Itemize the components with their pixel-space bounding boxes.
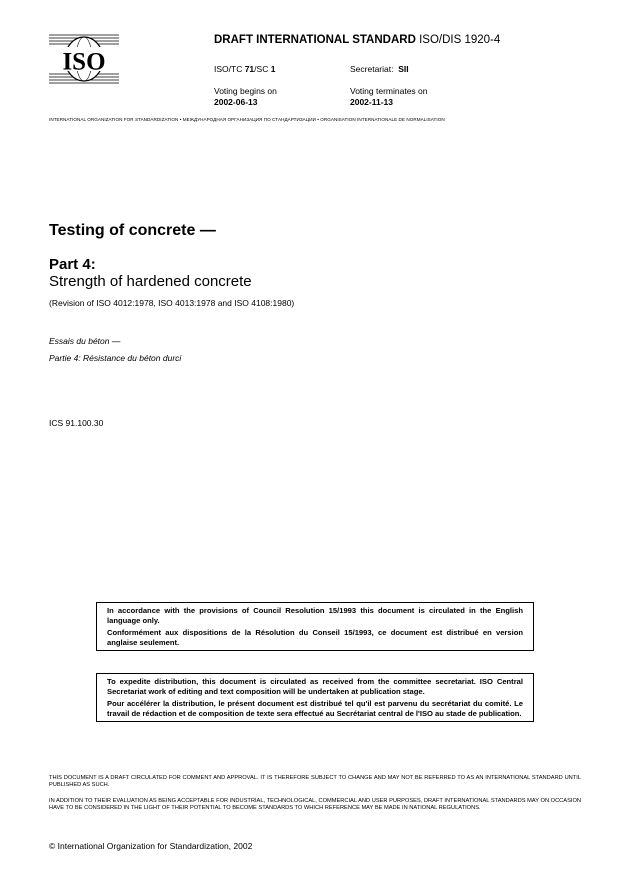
document-title: Testing of concrete — bbox=[49, 222, 216, 239]
distribution-notice-en: To expedite distribution, this document is circulated as received from the committee secretariat. ISO Central Secretariat work of editing and text composition will be undertaken at publication stage. bbox=[107, 677, 523, 696]
voting-terminates: Voting terminates on 2002-11-13 bbox=[350, 86, 428, 107]
draft-disclaimer: THIS DOCUMENT IS A DRAFT CIRCULATED FOR COMMENT AND APPROVAL. IT IS THEREFORE SUBJECT TO CHANGE AND MAY NOT BE REFERRED TO AS AN INTERNATIONAL STANDARD UNTIL PUBLISHED AS SUCH. bbox=[49, 775, 581, 789]
language-notice-box bbox=[96, 602, 534, 651]
language-notice-fr: Conformément aux dispositions de la Résolution du Conseil 15/1993, ce document est distribué en version anglaise seulement. bbox=[107, 628, 523, 647]
french-part-title: Partie 4: Résistance du béton durci bbox=[49, 353, 182, 363]
iso-logo bbox=[49, 33, 119, 85]
iso-logo-graphic bbox=[49, 33, 119, 85]
language-notice-en: In accordance with the provisions of Council Resolution 15/1993 this document is circulated in the English language only. bbox=[107, 606, 523, 625]
copyright: © International Organization for Standardization, 2002 bbox=[49, 841, 253, 851]
part-title: Strength of hardened concrete bbox=[49, 273, 252, 290]
french-title: Essais du béton — bbox=[49, 336, 121, 346]
part-number: Part 4: bbox=[49, 256, 96, 273]
distribution-notice-box bbox=[96, 673, 534, 722]
secretariat: Secretariat: SII bbox=[350, 64, 409, 74]
organization-names: INTERNATIONAL ORGANIZATION FOR STANDARDIZATION • МЕЖДУНАРОДНАЯ ОРГАНИЗАЦИЯ ПО СТАНДАРТИЗАЦИИ • ORGANISATION INTERNATIONALE DE NORMALISATION bbox=[49, 117, 445, 122]
voting-begins: Voting begins on 2002-06-13 bbox=[214, 86, 277, 107]
revision-note: (Revision of ISO 4012:1978, ISO 4013:1978 and ISO 4108:1980) bbox=[49, 298, 295, 308]
iso-logo-text: ISO bbox=[62, 48, 106, 76]
ics-code: ICS 91.100.30 bbox=[49, 418, 104, 428]
document-type-title: DRAFT INTERNATIONAL STANDARD ISO/DIS 1920-4 bbox=[214, 34, 501, 46]
committee-reference: ISO/TC 71/SC 1 bbox=[214, 64, 276, 74]
distribution-notice-fr: Pour accélérer la distribution, le présent document est distribué tel qu'il est parvenu du secrétariat du comité. Le travail de rédaction et de composition de texte sera effectué au Secrétariat central de l'ISO au stade de publication. bbox=[107, 699, 523, 718]
regulation-disclaimer: IN ADDITION TO THEIR EVALUATION AS BEING ACCEPTABLE FOR INDUSTRIAL, TECHNOLOGICAL, COMMERCIAL AND USER PURPOSES, DRAFT INTERNATIONAL STANDARDS MAY ON OCCASION HAVE TO BE CONSIDERED IN THE LIGHT OF THEIR POTENTIAL TO BECOME STANDARDS TO WHICH REFERENCE MAY BE MADE IN NATIONAL REGULATIONS. bbox=[49, 798, 581, 812]
